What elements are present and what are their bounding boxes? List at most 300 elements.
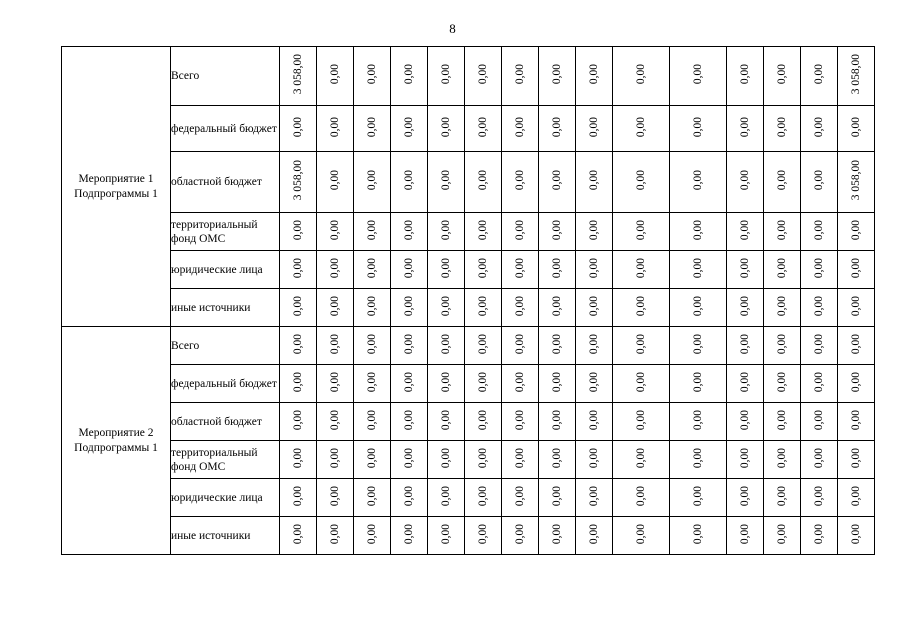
value-text: 0,00 (551, 170, 563, 191)
value-text: 0,00 (329, 170, 341, 191)
value-text: 0,00 (514, 116, 526, 138)
value-cell (613, 365, 670, 403)
value-text: 0,00 (403, 257, 415, 279)
value-text: 0,00 (403, 116, 415, 138)
value-cell (670, 517, 727, 555)
table-row (62, 213, 875, 251)
table-row (62, 152, 875, 213)
value-cell (838, 365, 875, 403)
value-text: 0,00 (588, 64, 600, 85)
value-text: 0,00 (813, 371, 825, 393)
value-cell (576, 251, 613, 289)
value-cell (801, 213, 838, 251)
value-cell (317, 403, 354, 441)
value-cell (539, 403, 576, 441)
value-text: 0,00 (635, 170, 647, 191)
value-cell (801, 441, 838, 479)
value-cell (838, 479, 875, 517)
value-text: 0,00 (366, 409, 378, 431)
value-text: 0,00 (692, 447, 704, 469)
value-cell (391, 251, 428, 289)
value-cell (317, 517, 354, 555)
value-cell (838, 403, 875, 441)
value-text: 0,00 (588, 447, 600, 469)
value-text: 0,00 (776, 295, 788, 317)
value-cell (354, 327, 391, 365)
value-cell (576, 479, 613, 517)
value-cell (838, 517, 875, 555)
value-text: 0,00 (739, 485, 751, 507)
value-cell (317, 213, 354, 251)
value-cell (280, 517, 317, 555)
value-text: 0,00 (514, 257, 526, 279)
value-text: 0,00 (403, 523, 415, 545)
value-text: 0,00 (850, 523, 862, 545)
funding-source-cell: юридические лица (171, 251, 280, 289)
value-cell (280, 327, 317, 365)
value-text: 0,00 (477, 333, 489, 355)
value-text: 0,00 (776, 333, 788, 355)
value-cell (465, 251, 502, 289)
value-cell (539, 289, 576, 327)
value-cell (502, 213, 539, 251)
value-text: 0,00 (850, 257, 862, 279)
value-cell (428, 251, 465, 289)
value-text: 0,00 (403, 333, 415, 355)
value-cell (280, 289, 317, 327)
value-text: 0,00 (292, 371, 304, 393)
value-text: 3 058,00 (850, 160, 862, 201)
value-text: 0,00 (850, 295, 862, 317)
value-cell (670, 479, 727, 517)
value-cell (465, 479, 502, 517)
value-text: 0,00 (440, 447, 452, 469)
value-cell (354, 365, 391, 403)
value-text: 0,00 (776, 116, 788, 138)
value-cell (838, 441, 875, 479)
value-cell (613, 106, 670, 152)
value-text: 0,00 (813, 116, 825, 138)
value-text: 0,00 (850, 447, 862, 469)
value-cell (576, 213, 613, 251)
value-text: 0,00 (329, 371, 341, 393)
value-cell (502, 517, 539, 555)
value-cell (613, 152, 670, 213)
value-cell (801, 365, 838, 403)
value-text: 0,00 (813, 485, 825, 507)
value-text: 0,00 (440, 371, 452, 393)
value-cell (391, 289, 428, 327)
value-text: 0,00 (692, 116, 704, 138)
value-text: 0,00 (514, 409, 526, 431)
value-text: 0,00 (850, 333, 862, 355)
value-cell (428, 365, 465, 403)
value-text: 0,00 (477, 116, 489, 138)
value-cell (801, 327, 838, 365)
page-number: 8 (449, 21, 456, 36)
value-cell (838, 47, 875, 106)
value-text: 0,00 (403, 64, 415, 85)
value-text: 0,00 (588, 116, 600, 138)
value-text: 0,00 (739, 64, 751, 85)
value-text: 0,00 (440, 485, 452, 507)
value-text: 0,00 (813, 257, 825, 279)
value-cell (465, 47, 502, 106)
value-cell (539, 517, 576, 555)
value-text: 0,00 (739, 219, 751, 241)
value-text: 0,00 (635, 295, 647, 317)
funding-source-cell: иные источники (171, 517, 280, 555)
value-text: 0,00 (692, 170, 704, 191)
value-cell (801, 403, 838, 441)
funding-source-cell: Всего (171, 327, 280, 365)
value-cell (317, 365, 354, 403)
value-cell (576, 365, 613, 403)
value-text: 0,00 (635, 219, 647, 241)
value-cell (613, 327, 670, 365)
value-cell (354, 441, 391, 479)
value-cell (764, 152, 801, 213)
value-text: 0,00 (477, 485, 489, 507)
value-cell (801, 517, 838, 555)
value-cell (764, 327, 801, 365)
value-cell (576, 47, 613, 106)
table-row (62, 251, 875, 289)
value-cell (280, 47, 317, 106)
table-row (62, 517, 875, 555)
value-text: 0,00 (440, 170, 452, 191)
value-text: 0,00 (776, 219, 788, 241)
value-cell (354, 403, 391, 441)
value-cell (465, 517, 502, 555)
value-text: 0,00 (850, 371, 862, 393)
value-cell (727, 106, 764, 152)
value-cell (727, 403, 764, 441)
value-text: 0,00 (292, 333, 304, 355)
value-cell (838, 289, 875, 327)
value-cell (727, 479, 764, 517)
value-cell (613, 289, 670, 327)
value-cell (502, 479, 539, 517)
value-cell (838, 152, 875, 213)
value-text: 0,00 (850, 219, 862, 241)
value-cell (727, 365, 764, 403)
value-cell (280, 479, 317, 517)
value-text: 0,00 (850, 485, 862, 507)
value-text: 0,00 (440, 523, 452, 545)
value-text: 0,00 (366, 257, 378, 279)
value-cell (502, 365, 539, 403)
value-cell (280, 213, 317, 251)
value-cell (502, 251, 539, 289)
value-cell (801, 479, 838, 517)
value-cell (727, 213, 764, 251)
table-row (62, 289, 875, 327)
value-cell (801, 251, 838, 289)
value-text: 0,00 (329, 295, 341, 317)
table-row (62, 106, 875, 152)
value-text: 0,00 (366, 219, 378, 241)
value-text: 0,00 (477, 257, 489, 279)
value-cell (391, 152, 428, 213)
value-cell (838, 213, 875, 251)
value-cell (764, 213, 801, 251)
value-text: 0,00 (292, 257, 304, 279)
value-text: 0,00 (440, 257, 452, 279)
value-text: 0,00 (366, 170, 378, 191)
value-text: 0,00 (329, 219, 341, 241)
value-text: 0,00 (776, 170, 788, 191)
value-text: 0,00 (635, 523, 647, 545)
value-cell (670, 327, 727, 365)
value-text: 0,00 (776, 257, 788, 279)
value-cell (502, 327, 539, 365)
value-text: 0,00 (588, 219, 600, 241)
value-text: 0,00 (551, 64, 563, 85)
event-name-cell: Мероприятие 1 Подпрограммы 1 (62, 47, 171, 327)
value-cell (539, 152, 576, 213)
value-text: 0,00 (551, 409, 563, 431)
value-cell (465, 289, 502, 327)
value-cell (465, 403, 502, 441)
funding-source-cell: юридические лица (171, 479, 280, 517)
value-text: 0,00 (692, 64, 704, 85)
value-text: 0,00 (440, 295, 452, 317)
value-cell (391, 441, 428, 479)
table-row (62, 365, 875, 403)
value-text: 0,00 (329, 333, 341, 355)
value-cell (576, 289, 613, 327)
value-cell (354, 517, 391, 555)
value-text: 0,00 (813, 295, 825, 317)
value-cell (539, 47, 576, 106)
value-cell (539, 441, 576, 479)
value-text: 0,00 (739, 447, 751, 469)
value-text: 0,00 (635, 257, 647, 279)
value-text: 0,00 (477, 371, 489, 393)
value-text: 0,00 (813, 333, 825, 355)
value-text: 0,00 (514, 219, 526, 241)
value-cell (391, 327, 428, 365)
value-text: 0,00 (477, 295, 489, 317)
table-row (62, 47, 875, 106)
value-cell (465, 152, 502, 213)
value-cell (280, 251, 317, 289)
value-cell (670, 365, 727, 403)
value-text: 0,00 (551, 257, 563, 279)
value-cell (317, 251, 354, 289)
value-text: 0,00 (440, 409, 452, 431)
value-cell (764, 365, 801, 403)
value-cell (354, 479, 391, 517)
value-text: 0,00 (739, 333, 751, 355)
value-cell (801, 47, 838, 106)
value-text: 0,00 (813, 64, 825, 85)
value-cell (764, 403, 801, 441)
value-text: 0,00 (739, 170, 751, 191)
value-cell (670, 152, 727, 213)
value-text: 0,00 (440, 116, 452, 138)
value-cell (354, 289, 391, 327)
value-cell (613, 251, 670, 289)
value-text: 0,00 (739, 295, 751, 317)
value-text: 0,00 (551, 447, 563, 469)
value-text: 0,00 (813, 219, 825, 241)
value-text: 0,00 (776, 371, 788, 393)
value-text: 0,00 (776, 64, 788, 85)
value-text: 0,00 (514, 170, 526, 191)
value-text: 0,00 (366, 371, 378, 393)
funding-source-cell: иные источники (171, 289, 280, 327)
value-text: 0,00 (588, 371, 600, 393)
value-cell (764, 289, 801, 327)
value-cell (465, 365, 502, 403)
value-cell (391, 479, 428, 517)
funding-source-cell: Всего (171, 47, 280, 106)
value-cell (539, 213, 576, 251)
value-text: 0,00 (551, 219, 563, 241)
value-cell (428, 517, 465, 555)
value-cell (354, 213, 391, 251)
value-cell (502, 289, 539, 327)
value-cell (354, 152, 391, 213)
value-text: 0,00 (776, 447, 788, 469)
value-text: 0,00 (514, 485, 526, 507)
value-cell (428, 441, 465, 479)
value-text: 0,00 (366, 485, 378, 507)
value-text: 0,00 (692, 333, 704, 355)
value-text: 0,00 (635, 485, 647, 507)
value-text: 0,00 (514, 371, 526, 393)
value-cell (317, 441, 354, 479)
value-text: 0,00 (292, 485, 304, 507)
value-cell (670, 441, 727, 479)
value-cell (670, 251, 727, 289)
value-text: 0,00 (440, 64, 452, 85)
value-text: 0,00 (329, 447, 341, 469)
value-text: 0,00 (692, 409, 704, 431)
value-text: 0,00 (813, 170, 825, 191)
value-text: 0,00 (551, 371, 563, 393)
value-cell (465, 106, 502, 152)
value-cell (391, 365, 428, 403)
value-cell (391, 517, 428, 555)
value-text: 0,00 (635, 116, 647, 138)
value-cell (801, 289, 838, 327)
value-cell (576, 106, 613, 152)
value-text: 0,00 (292, 447, 304, 469)
value-text: 0,00 (366, 64, 378, 85)
value-text: 0,00 (514, 64, 526, 85)
value-cell (502, 441, 539, 479)
value-text: 0,00 (403, 485, 415, 507)
value-cell (280, 152, 317, 213)
value-cell (317, 327, 354, 365)
value-cell (428, 106, 465, 152)
value-cell (391, 47, 428, 106)
value-cell (280, 106, 317, 152)
value-cell (727, 152, 764, 213)
value-cell (317, 47, 354, 106)
value-text: 0,00 (551, 485, 563, 507)
value-text: 0,00 (329, 257, 341, 279)
value-text: 0,00 (292, 409, 304, 431)
value-text: 0,00 (477, 409, 489, 431)
value-cell (354, 251, 391, 289)
value-text: 0,00 (366, 333, 378, 355)
value-text: 3 058,00 (292, 54, 304, 95)
value-text: 0,00 (440, 219, 452, 241)
value-cell (354, 47, 391, 106)
funding-source-cell: территориальный фонд ОМС (171, 441, 280, 479)
value-cell (670, 106, 727, 152)
value-text: 0,00 (329, 409, 341, 431)
value-cell (354, 106, 391, 152)
value-text: 0,00 (477, 170, 489, 191)
value-text: 0,00 (477, 64, 489, 85)
value-cell (576, 441, 613, 479)
value-text: 0,00 (813, 447, 825, 469)
value-text: 0,00 (292, 295, 304, 317)
value-text: 0,00 (635, 371, 647, 393)
funding-source-cell: областной бюджет (171, 403, 280, 441)
value-text: 0,00 (813, 409, 825, 431)
budget-table (61, 46, 875, 555)
value-cell (670, 289, 727, 327)
value-text: 0,00 (588, 523, 600, 545)
value-text: 3 058,00 (850, 54, 862, 95)
value-cell (764, 106, 801, 152)
value-text: 0,00 (692, 295, 704, 317)
table-row (62, 403, 875, 441)
value-text: 0,00 (692, 371, 704, 393)
value-cell (502, 47, 539, 106)
value-text: 0,00 (739, 257, 751, 279)
value-text: 0,00 (739, 409, 751, 431)
value-text: 0,00 (588, 485, 600, 507)
value-text: 0,00 (635, 333, 647, 355)
value-text: 0,00 (514, 447, 526, 469)
value-cell (613, 47, 670, 106)
value-cell (428, 479, 465, 517)
value-text: 0,00 (477, 523, 489, 545)
value-text: 0,00 (403, 170, 415, 191)
value-cell (727, 327, 764, 365)
value-text: 0,00 (329, 485, 341, 507)
value-text: 0,00 (551, 295, 563, 317)
value-cell (764, 441, 801, 479)
value-text: 0,00 (635, 64, 647, 85)
value-cell (764, 47, 801, 106)
value-text: 0,00 (403, 219, 415, 241)
value-text: 0,00 (588, 257, 600, 279)
funding-source-cell: федеральный бюджет (171, 106, 280, 152)
value-text: 0,00 (403, 295, 415, 317)
value-text: 0,00 (588, 170, 600, 191)
value-cell (576, 403, 613, 441)
value-cell (539, 327, 576, 365)
value-cell (613, 213, 670, 251)
value-cell (613, 479, 670, 517)
value-cell (428, 403, 465, 441)
value-cell (764, 479, 801, 517)
value-text: 0,00 (850, 409, 862, 431)
value-text: 0,00 (635, 409, 647, 431)
value-text: 0,00 (692, 485, 704, 507)
funding-source-cell: территориальный фонд ОМС (171, 213, 280, 251)
value-text: 0,00 (776, 409, 788, 431)
value-text: 0,00 (514, 333, 526, 355)
